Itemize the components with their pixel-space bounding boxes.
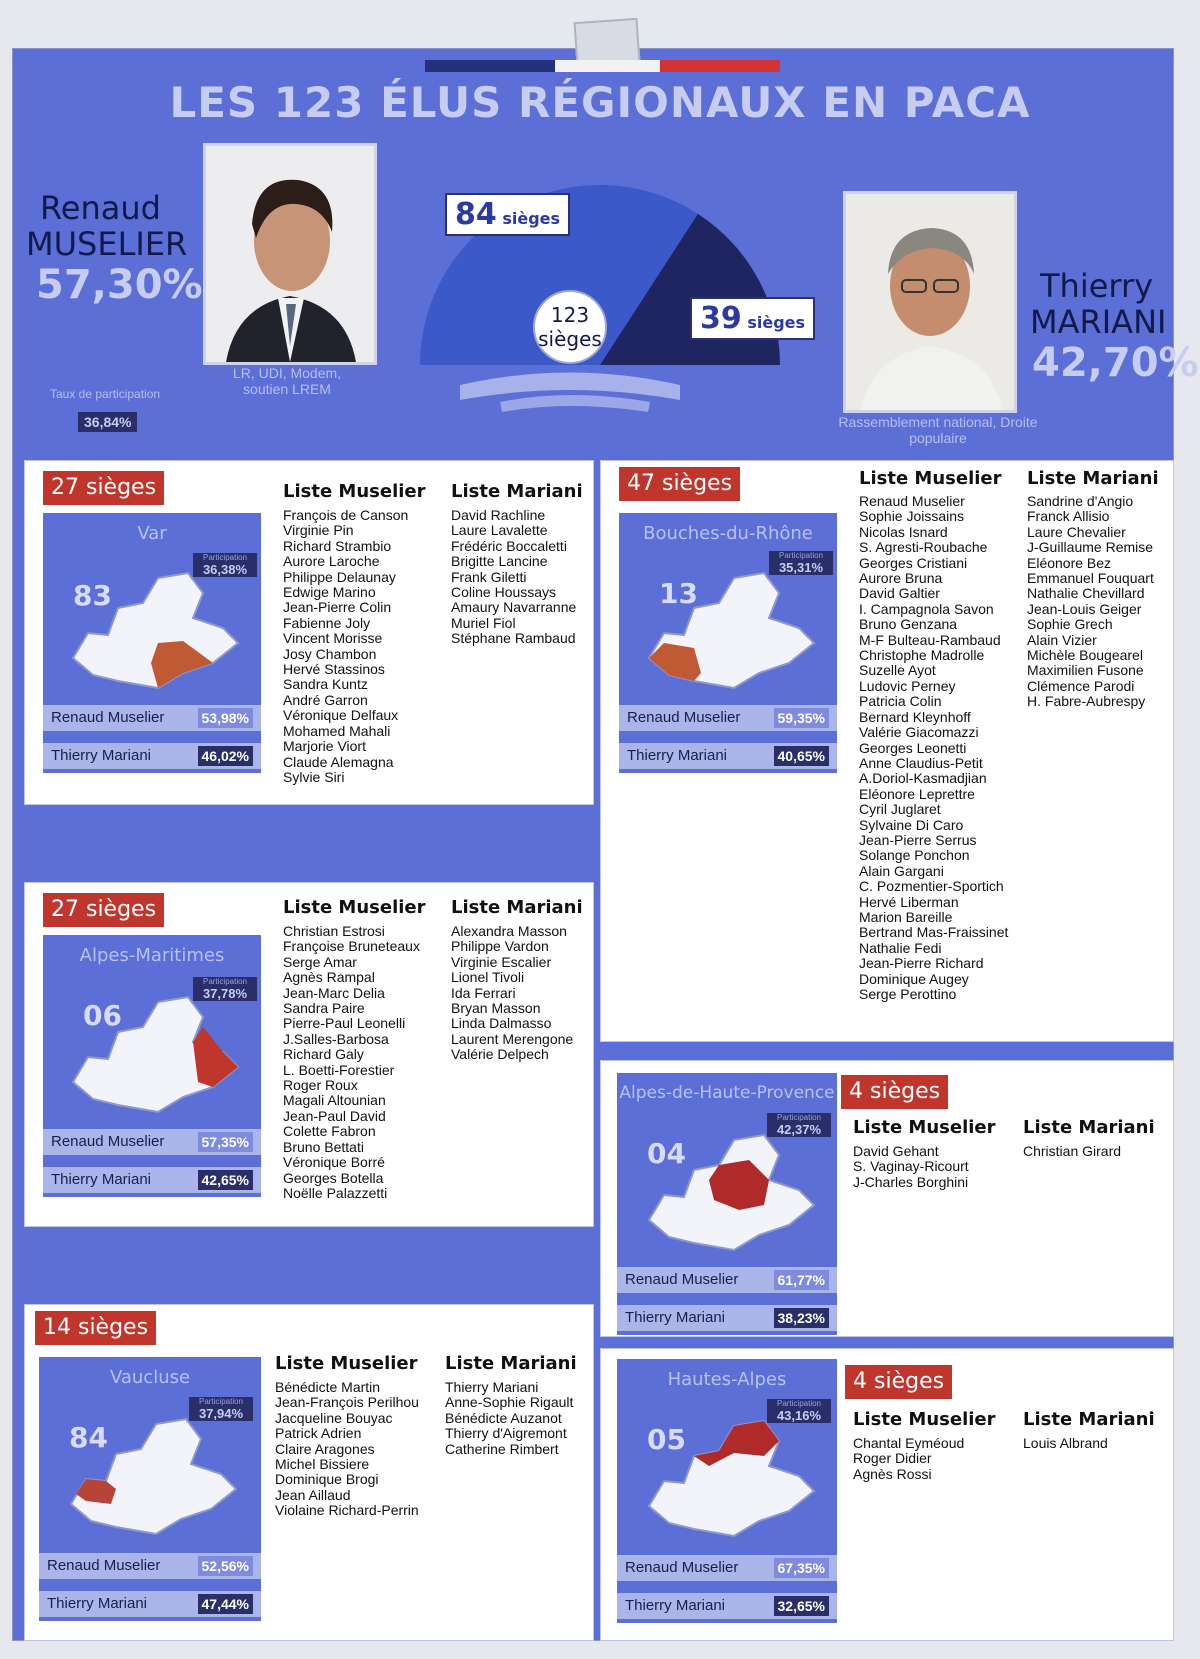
- vaucluse-region-map: [61, 1409, 241, 1539]
- list-item: Jean-Marc Delia: [283, 984, 385, 1001]
- list-item: Ida Ferrari: [451, 984, 516, 1001]
- list-item: Suzelle Ayot: [859, 662, 936, 679]
- list-item: Richard Galy: [283, 1046, 364, 1063]
- list-item: Marjorie Viort: [283, 738, 366, 755]
- list-item: Bénédicte Auzanot: [445, 1409, 562, 1426]
- vaucluse-dept-code: 84: [69, 1421, 108, 1454]
- bdr-list-muselier: [859, 494, 1008, 1002]
- list-item: Patrick Adrien: [275, 1425, 362, 1442]
- list-item: David Rachline: [451, 507, 546, 523]
- var-list-muselier: [283, 508, 408, 785]
- am-dept-code: 06: [83, 999, 122, 1032]
- list-item: Bruno Genzana: [859, 616, 958, 633]
- var-list-muselier-title: Liste Muselier: [283, 481, 426, 502]
- list-item: Anne-Sophie Rigault: [445, 1394, 574, 1411]
- list-item: Michel Bissiere: [275, 1456, 370, 1473]
- am-dept-name: Alpes-Maritimes: [79, 945, 225, 966]
- list-item: Georges Botella: [283, 1169, 384, 1186]
- list-item: Magali Altounian: [283, 1092, 386, 1109]
- list-item: Nathalie Fedi: [859, 939, 942, 956]
- panel-var: [24, 460, 594, 805]
- list-item: H. Fabre-Aubrespy: [1027, 693, 1146, 710]
- list-item: Serge Perottino: [859, 986, 957, 1002]
- list-item: Hervé Stassinos: [283, 661, 385, 678]
- seats-total-number: 123: [550, 303, 590, 327]
- list-item: A.Doriol-Kasmadjian: [859, 770, 987, 787]
- var-list-mariani: [451, 508, 576, 647]
- list-item: Georges Leonetti: [859, 739, 967, 756]
- ha-result-muselier: Renaud Muselier 67,35%: [617, 1555, 837, 1581]
- list-item: Françoise Bruneteaux: [283, 938, 420, 955]
- ha-list-muselier: [853, 1436, 964, 1482]
- list-item: Roger Roux: [283, 1077, 358, 1094]
- bdr-dept-code: 13: [659, 577, 698, 610]
- list-item: Catherine Rimbert: [445, 1440, 559, 1457]
- ha-list-mariani: [1023, 1436, 1108, 1451]
- list-item: Agnès Rampal: [283, 969, 375, 986]
- list-item: Virginie Pin: [283, 522, 354, 539]
- list-item: Emmanuel Fouquart: [1027, 570, 1154, 587]
- vaucluse-list-mariani: [445, 1380, 573, 1457]
- list-item: Pierre-Paul Leonelli: [283, 1015, 406, 1032]
- ha-seats-badge: 4 sièges: [845, 1365, 952, 1399]
- list-item: Roger Didier: [853, 1450, 932, 1467]
- ha-list-muselier-title: Liste Muselier: [853, 1409, 996, 1430]
- seats-right-tag: 39 sièges: [690, 297, 815, 340]
- list-item: Thierry d'Aigremont: [445, 1425, 567, 1442]
- list-item: Jean-Pierre Serrus: [859, 831, 977, 848]
- list-item: Renaud Muselier: [859, 493, 965, 509]
- list-item: Bryan Masson: [451, 1000, 541, 1017]
- ha-participation: Participation 43,16%: [767, 1399, 831, 1423]
- panel-alpes-maritimes: [24, 882, 594, 1227]
- seats-total-circle: [533, 290, 607, 364]
- list-item: M-F Bulteau-Rambaud: [859, 631, 1001, 648]
- am-result-muselier: Renaud Muselier 57,35%: [43, 1129, 261, 1155]
- list-item: J-Charles Borghini: [853, 1173, 969, 1190]
- var-result-mariani: Thierry Mariani 46,02%: [43, 743, 261, 769]
- turnout-value: 36,84%: [78, 412, 137, 432]
- vaucluse-result-muselier: Renaud Muselier 52,56%: [39, 1553, 261, 1579]
- list-item: François de Canson: [283, 507, 409, 523]
- right-candidate-firstname: Thierry: [1040, 267, 1154, 305]
- flag-blue-stripe: [425, 60, 555, 72]
- list-item: Philippe Delaunay: [283, 568, 396, 585]
- seats-total-label: sièges: [538, 327, 602, 351]
- list-item: Bénédicte Martin: [275, 1379, 381, 1395]
- bdr-list-muselier-title: Liste Muselier: [859, 468, 1002, 489]
- list-item: Marion Bareille: [859, 908, 953, 925]
- am-participation: Participation 37,78%: [193, 977, 257, 1001]
- list-item: Fabienne Joly: [283, 614, 371, 631]
- list-item: Virginie Escalier: [451, 953, 552, 970]
- list-item: Bernard Kleynhoff: [859, 708, 971, 725]
- list-item: I. Campagnola Savon: [859, 600, 994, 617]
- list-item: Serge Amar: [283, 953, 357, 970]
- list-item: Ludovic Perney: [859, 677, 956, 694]
- list-item: Véronique Borré: [283, 1154, 385, 1171]
- vaucluse-seats-badge: 14 sièges: [35, 1311, 156, 1345]
- list-item: Alain Vizier: [1027, 631, 1097, 648]
- list-item: Sylvie Siri: [283, 768, 345, 785]
- list-item: André Garron: [283, 691, 368, 708]
- list-item: David Gehant: [853, 1143, 939, 1159]
- turnout-label: Taux de participation: [50, 387, 161, 401]
- list-item: Coline Houssays: [451, 584, 557, 601]
- vaucluse-result-mariani: Thierry Mariani 47,44%: [39, 1591, 261, 1617]
- panel-bouches-du-rhone: [600, 460, 1174, 1042]
- panel-alpes-de-haute-provence: [600, 1060, 1174, 1337]
- bdr-participation: Participation 35,31%: [769, 551, 833, 575]
- ahp-map-box: [617, 1073, 837, 1335]
- list-item: Jean-Paul David: [283, 1107, 386, 1124]
- list-item: Edwige Marino: [283, 584, 376, 601]
- list-item: Laurent Merengone: [451, 1030, 574, 1047]
- list-item: Laure Lavalette: [451, 522, 548, 539]
- list-item: Violaine Richard-Perrin: [275, 1502, 419, 1519]
- list-item: S. Vaginay-Ricourt: [853, 1158, 969, 1175]
- ahp-list-mariani: [1023, 1144, 1121, 1159]
- list-item: Frédéric Boccaletti: [451, 537, 567, 554]
- list-item: Eléonore Leprettre: [859, 785, 975, 802]
- list-item: J-Guillaume Remise: [1027, 539, 1154, 556]
- list-item: Muriel Fiol: [451, 614, 516, 631]
- list-item: Chantal Eyméoud: [853, 1435, 965, 1451]
- var-list-mariani-title: Liste Mariani: [451, 481, 583, 502]
- right-candidate-caption: Rassemblement national, Droite populaire: [838, 414, 1038, 446]
- list-item: J.Salles-Barbosa: [283, 1030, 389, 1047]
- bdr-list-mariani: [1027, 494, 1154, 710]
- left-candidate-lastname: MUSELIER: [26, 225, 188, 263]
- list-item: Michèle Bougearel: [1027, 647, 1143, 664]
- left-candidate-caption: LR, UDI, Modem, soutien LREM: [232, 365, 342, 397]
- list-item: Nicolas Isnard: [859, 523, 948, 540]
- bdr-seats-badge: 47 sièges: [619, 467, 740, 501]
- list-item: Hervé Liberman: [859, 893, 959, 910]
- list-item: Bertrand Mas-Fraissinet: [859, 924, 1009, 941]
- ahp-list-muselier: [853, 1144, 969, 1190]
- bdr-dept-name: Bouches-du-Rhône: [643, 523, 813, 544]
- list-item: Claire Aragones: [275, 1440, 375, 1457]
- list-item: Claude Alemagna: [283, 753, 394, 770]
- list-item: Sandra Kuntz: [283, 676, 368, 693]
- ahp-region-map: [639, 1125, 819, 1255]
- vaucluse-list-mariani-title: Liste Mariani: [445, 1353, 577, 1374]
- list-item: Anne Claudius-Petit: [859, 754, 983, 771]
- list-item: Dominique Brogi: [275, 1471, 379, 1488]
- left-candidate-firstname: Renaud: [40, 189, 161, 227]
- list-item: Valérie Delpech: [451, 1046, 549, 1063]
- list-item: Aurore Bruna: [859, 570, 943, 587]
- list-item: Jean Aillaud: [275, 1486, 351, 1503]
- right-candidate-percent: 42,70%: [1032, 340, 1199, 386]
- list-item: Eléonore Bez: [1027, 554, 1112, 571]
- list-item: David Galtier: [859, 585, 940, 602]
- bdr-list-mariani-title: Liste Mariani: [1027, 468, 1159, 489]
- list-item: Nathalie Chevillard: [1027, 585, 1145, 602]
- var-map-box: [43, 513, 261, 773]
- page-title: LES 123 ÉLUS RÉGIONAUX EN PACA: [169, 78, 1031, 127]
- am-list-muselier: [283, 924, 420, 1201]
- list-item: Christian Girard: [1023, 1143, 1122, 1159]
- am-seats-badge: 27 sièges: [43, 893, 164, 927]
- ahp-seats-badge: 4 sièges: [841, 1075, 948, 1109]
- var-dept-code: 83: [73, 579, 112, 612]
- list-item: Georges Cristiani: [859, 554, 968, 571]
- bdr-map-box: [619, 513, 837, 773]
- var-participation: Participation 36,38%: [193, 553, 257, 577]
- list-item: Véronique Delfaux: [283, 707, 399, 724]
- ahp-list-mariani-title: Liste Mariani: [1023, 1117, 1155, 1138]
- ha-region-map: [639, 1411, 819, 1541]
- list-item: Jacqueline Bouyac: [275, 1409, 393, 1426]
- panel-vaucluse: [24, 1304, 594, 1641]
- bdr-region-map: [639, 563, 819, 693]
- var-region-map: [63, 563, 243, 693]
- list-item: Amaury Navarranne: [451, 599, 577, 616]
- list-item: Frank Giletti: [451, 568, 527, 585]
- list-item: Vincent Morisse: [283, 630, 383, 647]
- ha-result-mariani: Thierry Mariani 32,65%: [617, 1593, 837, 1619]
- vaucluse-dept-name: Vaucluse: [109, 1367, 191, 1388]
- ha-list-mariani-title: Liste Mariani: [1023, 1409, 1155, 1430]
- ahp-participation: Participation 42,37%: [767, 1113, 831, 1137]
- list-item: Franck Allisio: [1027, 508, 1110, 525]
- flag-white-stripe: [555, 60, 660, 72]
- vaucluse-participation: Participation 37,94%: [189, 1397, 253, 1421]
- list-item: Alexandra Masson: [451, 923, 567, 939]
- list-item: Noëlle Palazzetti: [283, 1184, 388, 1201]
- list-item: Jean-François Perilhou: [275, 1394, 419, 1411]
- list-item: Jean-Pierre Richard: [859, 955, 984, 972]
- var-result-muselier: Renaud Muselier 53,98%: [43, 705, 261, 731]
- list-item: Jean-Louis Geiger: [1027, 600, 1142, 617]
- seats-left-tag: 84 sièges: [445, 193, 570, 236]
- list-item: Valérie Giacomazzi: [859, 724, 979, 741]
- ha-dept-name: Hautes-Alpes: [667, 1369, 787, 1390]
- list-item: Patricia Colin: [859, 693, 942, 710]
- right-candidate-lastname: MARIANI: [1030, 303, 1167, 341]
- seats-hemicycle-chart: [380, 140, 820, 440]
- list-item: Louis Albrand: [1023, 1435, 1108, 1451]
- ahp-dept-code: 04: [647, 1137, 686, 1170]
- list-item: Sophie Grech: [1027, 616, 1113, 633]
- list-item: Jean-Pierre Colin: [283, 599, 392, 616]
- list-item: L. Boetti-Forestier: [283, 1061, 395, 1078]
- list-item: Cyril Juglaret: [859, 801, 941, 818]
- list-item: Laure Chevalier: [1027, 523, 1126, 540]
- list-item: Philippe Vardon: [451, 938, 549, 955]
- list-item: Brigitte Lancine: [451, 553, 548, 570]
- list-item: Linda Dalmasso: [451, 1015, 552, 1032]
- list-item: Agnès Rossi: [853, 1465, 932, 1482]
- vaucluse-map-box: [39, 1357, 261, 1621]
- list-item: C. Pozmentier-Sportich: [859, 878, 1004, 895]
- am-result-mariani: Thierry Mariani 42,65%: [43, 1167, 261, 1193]
- ha-map-box: [617, 1359, 837, 1623]
- ahp-list-muselier-title: Liste Muselier: [853, 1117, 996, 1138]
- ahp-result-muselier: Renaud Muselier 61,77%: [617, 1267, 837, 1293]
- ahp-dept-name: Alpes-de-Haute-Provence: [619, 1083, 835, 1103]
- left-candidate-percent: 57,30%: [36, 262, 203, 308]
- list-item: Stéphane Rambaud: [451, 630, 576, 647]
- var-seats-badge: 27 sièges: [43, 471, 164, 505]
- list-item: Sophie Joissains: [859, 508, 965, 525]
- list-item: Dominique Augey: [859, 970, 969, 987]
- list-item: Josy Chambon: [283, 645, 377, 662]
- list-item: Solange Ponchon: [859, 847, 970, 864]
- panel-hautes-alpes: [600, 1348, 1174, 1641]
- bdr-result-mariani: Thierry Mariani 40,65%: [619, 743, 837, 769]
- list-item: Christian Estrosi: [283, 923, 385, 939]
- am-region-map: [63, 987, 243, 1117]
- am-list-mariani-title: Liste Mariani: [451, 897, 583, 918]
- list-item: Clémence Parodi: [1027, 677, 1135, 694]
- var-dept-name: Var: [137, 523, 167, 544]
- list-item: Sandra Paire: [283, 1000, 365, 1017]
- list-item: Mohamed Mahali: [283, 722, 391, 739]
- list-item: Lionel Tivoli: [451, 969, 525, 986]
- flag-red-stripe: [660, 60, 780, 72]
- ahp-result-mariani: Thierry Mariani 38,23%: [617, 1305, 837, 1331]
- vaucluse-list-muselier-title: Liste Muselier: [275, 1353, 418, 1374]
- vaucluse-list-muselier: [275, 1380, 419, 1519]
- ballot-icon: [574, 18, 641, 66]
- list-item: Christophe Madrolle: [859, 647, 985, 664]
- list-item: Sandrine d'Angio: [1027, 493, 1134, 509]
- ha-dept-code: 05: [647, 1423, 686, 1456]
- list-item: Thierry Mariani: [445, 1379, 539, 1395]
- list-item: Aurore Laroche: [283, 553, 380, 570]
- list-item: Colette Fabron: [283, 1123, 376, 1140]
- am-map-box: [43, 935, 261, 1197]
- muselier-photo: [203, 143, 377, 365]
- am-list-mariani: [451, 924, 573, 1063]
- list-item: Maximilien Fusone: [1027, 662, 1144, 679]
- list-item: Alain Gargani: [859, 862, 944, 879]
- bdr-result-muselier: Renaud Muselier 59,35%: [619, 705, 837, 731]
- list-item: Sylvaine Di Caro: [859, 816, 964, 833]
- list-item: Richard Strambio: [283, 537, 392, 554]
- am-list-muselier-title: Liste Muselier: [283, 897, 426, 918]
- list-item: Bruno Bettati: [283, 1138, 364, 1155]
- mariani-photo: [843, 191, 1017, 413]
- list-item: S. Agresti-Roubache: [859, 539, 988, 556]
